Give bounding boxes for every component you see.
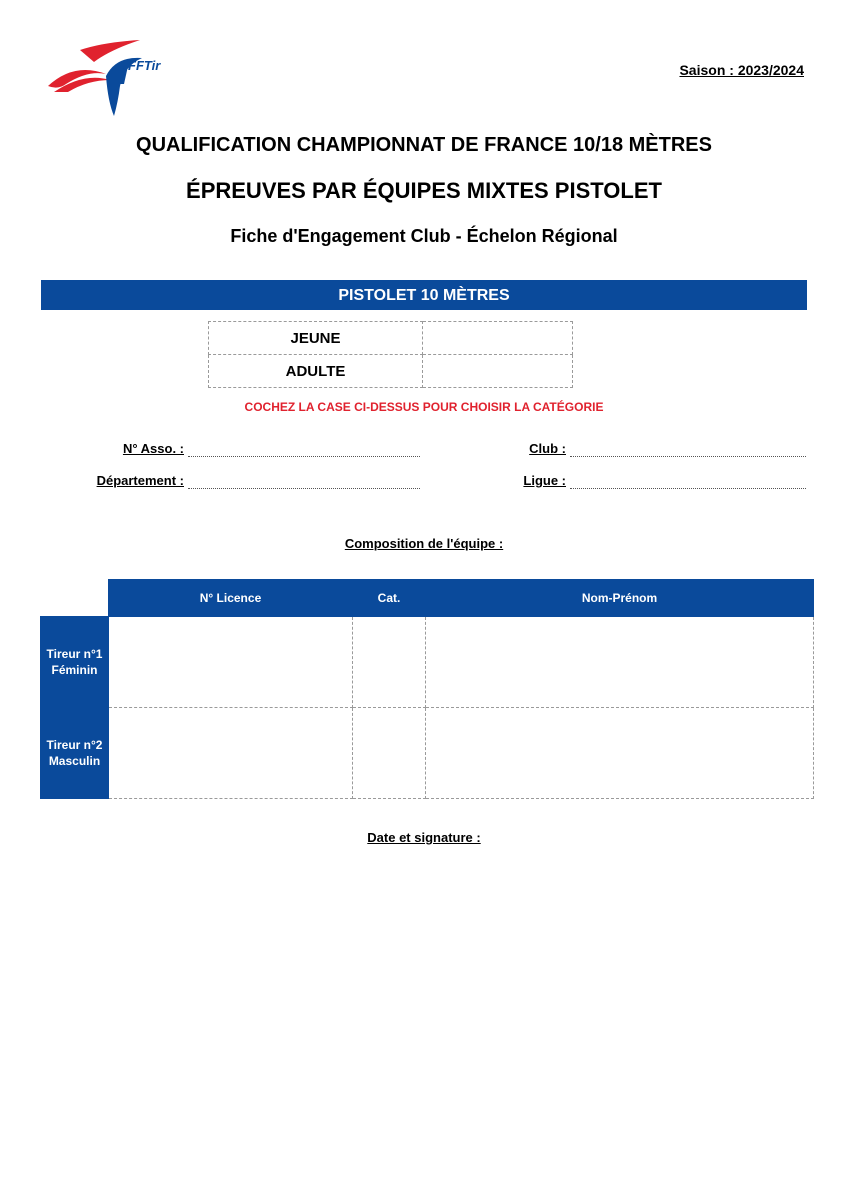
category-checkbox-jeune[interactable]	[423, 322, 573, 355]
category-checkbox-adulte[interactable]	[423, 355, 573, 388]
row-label-line: Tireur n°2	[46, 738, 103, 752]
category-label-adulte: ADULTE	[209, 355, 423, 388]
header-cat: Cat.	[353, 580, 426, 617]
club-label: Club :	[529, 441, 566, 456]
table-row	[41, 708, 814, 799]
category-label-jeune: JEUNE	[209, 322, 423, 355]
main-title: QUALIFICATION CHAMPIONNAT DE FRANCE 10/18 MÈTRES	[136, 134, 712, 156]
nom-prenom-cell[interactable]	[426, 708, 814, 799]
form-title: Fiche d'Engagement Club - Échelon Régional	[230, 226, 618, 246]
section-bar: PISTOLET 10 MÈTRES	[41, 280, 807, 310]
team-header-corner	[41, 580, 109, 617]
row-label-tireur-1	[41, 617, 109, 708]
row-label-line: Masculin	[48, 754, 101, 768]
departement-label: Département :	[96, 473, 184, 488]
nom-prenom-cell[interactable]	[426, 617, 814, 708]
asso-field[interactable]	[188, 456, 420, 457]
category-table	[208, 321, 573, 388]
season-label: Saison : 2023/2024	[679, 62, 804, 78]
club-field[interactable]	[570, 456, 806, 457]
category-notice: COCHEZ LA CASE CI-DESSUS POUR CHOISIR LA CATÉGORIE	[244, 400, 604, 414]
fftir-logo-graphic	[44, 36, 184, 122]
licence-cell[interactable]	[109, 708, 353, 799]
subtitle: ÉPREUVES PAR ÉQUIPES MIXTES PISTOLET	[186, 178, 662, 203]
cat-cell[interactable]	[353, 617, 426, 708]
row-label-tireur-2	[41, 708, 109, 799]
svg-text:FFTir: FFTir	[128, 58, 161, 73]
ligue-label: Ligue :	[523, 473, 566, 488]
section-bar-underline	[510, 308, 746, 310]
category-row	[209, 355, 573, 388]
row-label-line: Tireur n°1	[46, 647, 103, 661]
fftir-logo	[44, 36, 184, 122]
asso-label: N° Asso. :	[122, 441, 184, 456]
category-row	[209, 322, 573, 355]
licence-cell[interactable]	[109, 617, 353, 708]
team-header-row	[41, 580, 814, 617]
departement-field[interactable]	[188, 488, 420, 489]
team-table	[40, 579, 814, 799]
ligue-field[interactable]	[570, 488, 806, 489]
table-row	[41, 617, 814, 708]
header-nom-prenom: Nom-Prénom	[426, 580, 814, 617]
row-label-line: Féminin	[51, 663, 98, 677]
composition-label: Composition de l'équipe :	[344, 536, 504, 551]
cat-cell[interactable]	[353, 708, 426, 799]
signature-label: Date et signature :	[367, 830, 481, 845]
header-licence: N° Licence	[109, 580, 353, 617]
